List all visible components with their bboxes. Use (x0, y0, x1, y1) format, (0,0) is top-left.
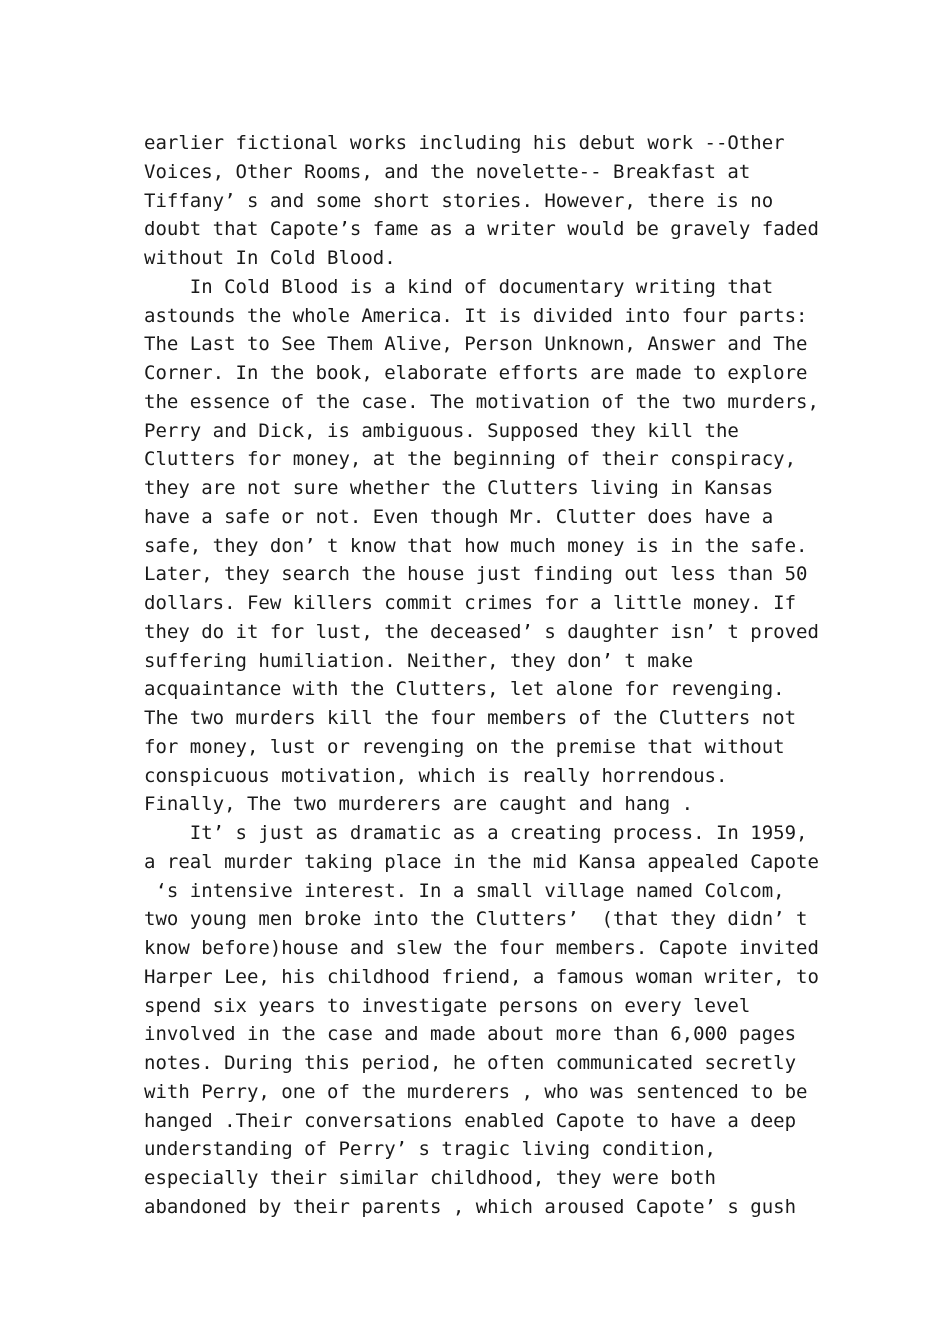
text-line: spend six years to investigate persons on every level (144, 994, 751, 1017)
text-line: abandoned by their parents , which aroused Capote’ s gush (144, 1195, 797, 1218)
text-line: involved in the case and made about more than 6,000 pages (144, 1023, 797, 1046)
text-line: know before)house and slew the four members. Capote invited (144, 937, 819, 959)
text-line: conspicuous motivation, which is really horrendous. (144, 764, 728, 787)
text-line: Later, they search the house just finding out less than 50 (144, 563, 808, 586)
text-line: for money, lust or revenging on the premise that without (144, 735, 785, 758)
text-line: The two murders kill the four members of the Clutters not (144, 707, 797, 729)
text-line: earlier fictional works including his debut work --Other (144, 132, 785, 154)
text-line: two young men broke into the Clutters’ (that they didn’ t (144, 908, 808, 931)
text-line: It’ s just as dramatic as a creating process. In 1959, (144, 822, 808, 844)
text-line: hanged .Their conversations enabled Capote to have a deep (144, 1109, 797, 1132)
text-line: have a safe or not. Even though Mr. Clutter does have a (144, 505, 774, 528)
text-line: doubt that Capote’s fame as a writer would be gravely faded (144, 218, 819, 241)
text-line: suffering humiliation. Neither, they don’ t make (144, 649, 694, 672)
text-line: ‘s intensive interest. In a small village named Colcom, (144, 879, 785, 902)
text-line: understanding of Perry’ s tragic living condition, (144, 1138, 716, 1161)
body-text (144, 129, 824, 1222)
text-line: Tiffany’ s and some short stories. However, there is no (144, 189, 774, 212)
text-line: Perry and Dick, is ambiguous. Supposed they kill the (144, 419, 739, 442)
text-line: they are not sure whether the Clutters living in Kansas (144, 477, 774, 499)
text-line: without In Cold Blood. (144, 247, 396, 269)
text-line: astounds the whole America. It is divided into four parts: (144, 304, 808, 327)
text-line: Corner. In the book, elaborate efforts are made to explore (144, 362, 808, 384)
text-line: safe, they don’ t know that how much money is in the safe. (144, 534, 808, 557)
text-line: Clutters for money, at the beginning of their conspiracy, (144, 448, 797, 471)
text-line: they do it for lust, the deceased’ s daughter isn’ t proved (144, 620, 819, 643)
text-line: notes. During this period, he often communicated secretly (144, 1052, 797, 1074)
text-line: Harper Lee, his childhood friend, a famous woman writer, to (144, 965, 819, 988)
text-line: The Last to See Them Alive, Person Unknown, Answer and The (144, 333, 808, 356)
text-line: dollars. Few killers commit crimes for a little money. If (144, 592, 797, 614)
text-line: especially their similar childhood, they were both (144, 1167, 716, 1189)
text-line: the essence of the case. The motivation of the two murders, (144, 390, 819, 413)
text-line: acquaintance with the Clutters, let alone for revenging. (144, 678, 785, 701)
text-line: with Perry, one of the murderers , who was sentenced to be (144, 1080, 808, 1103)
text-line: Voices, Other Rooms, and the novelette-- Breakfast at (144, 160, 751, 183)
text-line: Finally, The two murderers are caught and hang . (144, 793, 694, 816)
text-line: In Cold Blood is a kind of documentary writing that (144, 275, 774, 298)
text-line: a real murder taking place in the mid Kansa appealed Capote (144, 850, 819, 873)
